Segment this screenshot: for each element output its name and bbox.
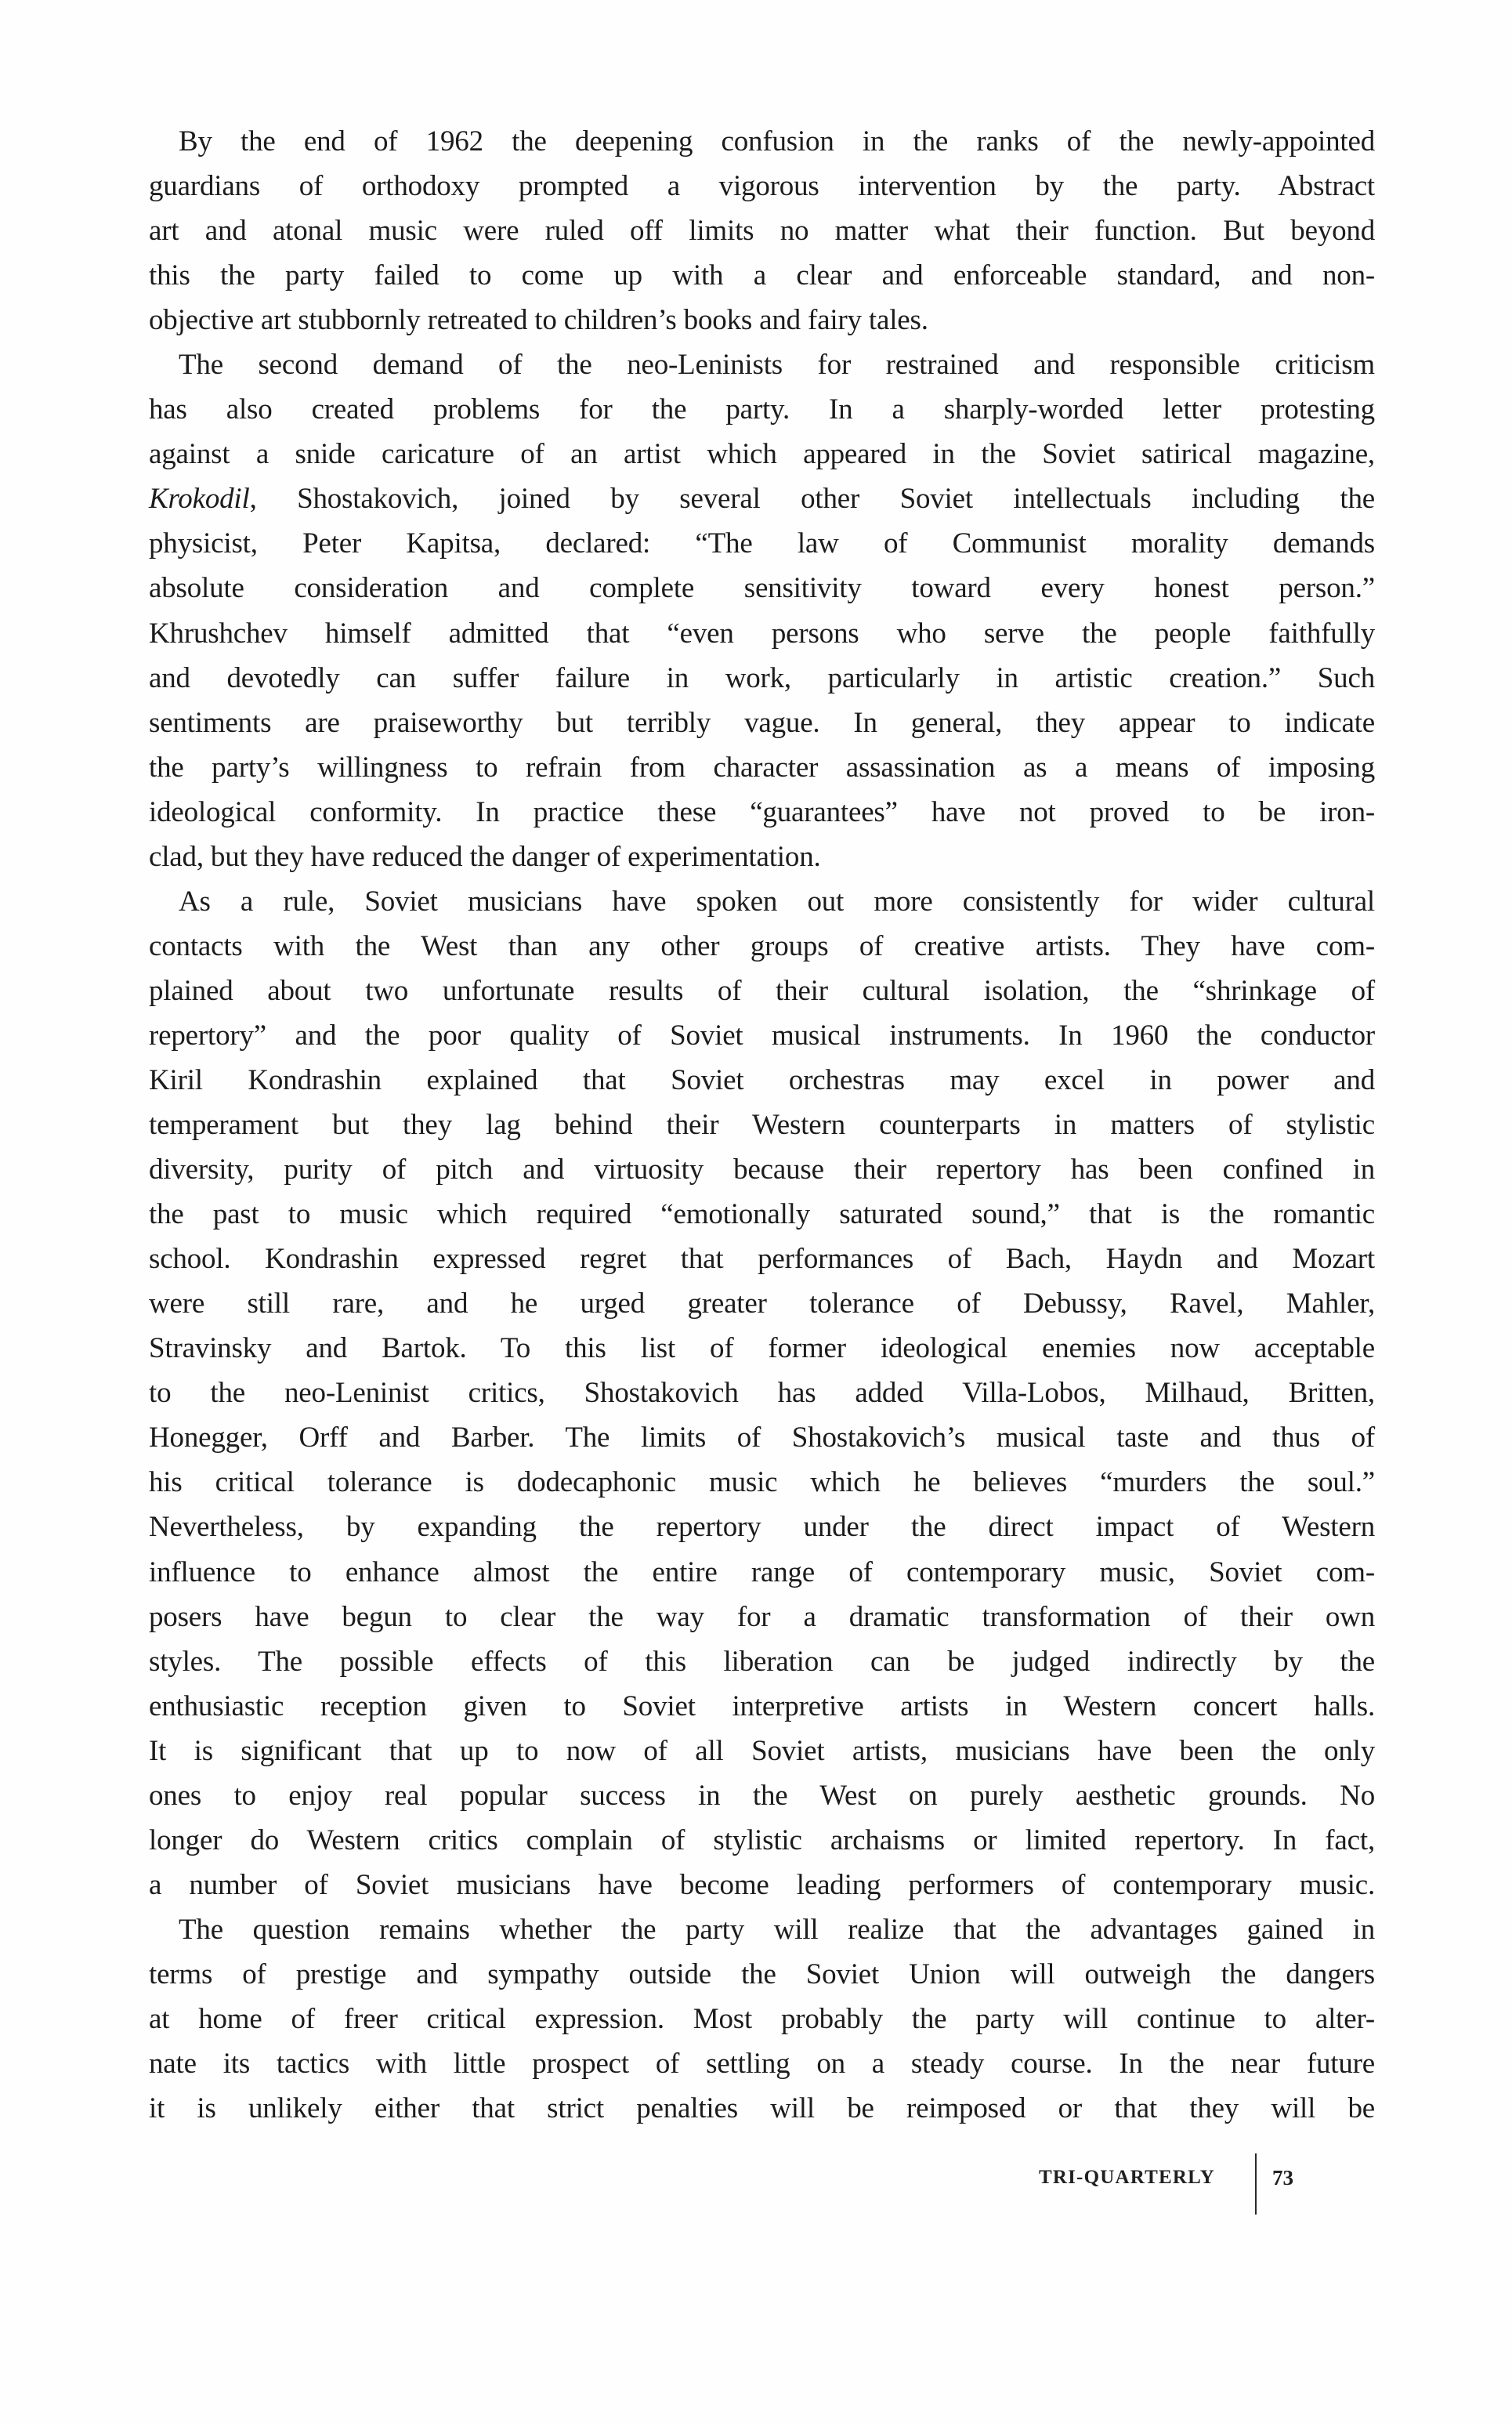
text-line: temperament but they lag behind their Western counterparts in matters of stylistic <box>149 1109 1375 1142</box>
text-line: it is unlikely either that strict penalties will be reimposed or that they will be <box>149 2092 1375 2125</box>
page-number: 73 <box>1272 2166 1293 2189</box>
text-line: Honegger, Orff and Barber. The limits of Shostakovich’s musical taste and thus of <box>149 1422 1375 1454</box>
text-line: diversity, purity of pitch and virtuosity because their repertory has been confined in <box>149 1154 1375 1186</box>
text-line: school. Kondrashin expressed regret that performances of Bach, Haydn and Mozart <box>149 1243 1375 1276</box>
paragraph-3 <box>149 879 1375 1907</box>
text-line: Khrushchev himself admitted that “even persons who serve the people faithfully <box>149 617 1375 650</box>
text-line: ideological conformity. In practice these “guarantees” have not proved to be iron- <box>149 795 1375 828</box>
magazine-title-italic: Krokodil <box>149 483 250 516</box>
text-line: guardians of orthodoxy prompted a vigorous intervention by the party. Abstract <box>149 170 1375 203</box>
page-footer <box>1036 2153 1318 2216</box>
text-line: this the party failed to come up with a clear and enforceable standard, and non- <box>149 259 1375 292</box>
text-line: at home of freer critical expression. Most probably the party will continue to alter- <box>149 2002 1375 2035</box>
text-line: Stravinsky and Bartok. To this list of former ideological enemies now acceptable <box>149 1332 1375 1365</box>
footer-divider <box>1255 2153 1257 2215</box>
text-line: to the neo-Leninist critics, Shostakovich has added Villa-Lobos, Milhaud, Britten, <box>149 1377 1375 1410</box>
text-line: ones to enjoy real popular success in the West on purely aesthetic grounds. No <box>149 1779 1375 1812</box>
text-line: were still rare, and he urged greater tolerance of Debussy, Ravel, Mahler, <box>149 1288 1375 1320</box>
text-line: repertory” and the poor quality of Soviet musical instruments. In 1960 the conductor <box>149 1019 1375 1052</box>
text-line: and devotedly can suffer failure in work, particularly in artistic creation.” Such <box>149 661 1375 694</box>
text-line: his critical tolerance is dodecaphonic music which he believes “murders the soul.” <box>149 1466 1375 1499</box>
journal-name: TRI-QUARTERLY <box>1039 2167 1215 2188</box>
paragraph-2 <box>149 342 1375 879</box>
text-line: By the end of 1962 the deepening confusion in the ranks of the newly-appointed <box>179 125 1375 158</box>
text-line: It is significant that up to now of all Soviet artists, musicians have been the only <box>149 1734 1375 1767</box>
body-text <box>149 119 1375 2131</box>
text-line: contacts with the West than any other groups of creative artists. They have com- <box>149 929 1375 962</box>
text-line: plained about two unfortunate results of their cultural isolation, the “shrinkage of <box>149 974 1375 1007</box>
text-line: influence to enhance almost the entire range of contemporary music, Soviet com- <box>149 1556 1375 1588</box>
text-line: art and atonal music were ruled off limits no matter what their function. But beyond <box>149 215 1375 248</box>
text-line: nate its tactics with little prospect of settling on a steady course. In the near future <box>149 2048 1375 2081</box>
text-line: the party’s willingness to refrain from character assassination as a means of imposing <box>149 751 1375 784</box>
text-line: longer do Western critics complain of stylistic archaisms or limited repertory. In fact, <box>149 1824 1375 1856</box>
text-line: terms of prestige and sympathy outside the Soviet Union will outweigh the dangers <box>149 1958 1375 1990</box>
text-line: has also created problems for the party. In a sharply-worded letter protesting <box>149 393 1375 426</box>
text-line: sentiments are praiseworthy but terribly vague. In general, they appear to indicate <box>149 706 1375 739</box>
paragraph-4 <box>149 1907 1375 2131</box>
text-segment: , Shostakovich, joined by several other Soviet intellectuals including the <box>249 483 1375 516</box>
text-line: The second demand of the neo-Leninists for restrained and responsible criticism <box>179 349 1375 382</box>
paragraph-1 <box>149 119 1375 342</box>
text-line: Nevertheless, by expanding the repertory under the direct impact of Western <box>149 1511 1375 1544</box>
text-line: The question remains whether the party will realize that the advantages gained in <box>179 1913 1375 1946</box>
text-line: absolute consideration and complete sensitivity toward every honest person.” <box>149 572 1375 605</box>
text-line: styles. The possible effects of this liberation can be judged indirectly by the <box>149 1645 1375 1678</box>
text-line: physicist, Peter Kapitsa, declared: “The law of Communist morality demands <box>149 527 1375 560</box>
text-line: objective art stubbornly retreated to children’s books and fairy tales. <box>149 304 928 337</box>
text-line: enthusiastic reception given to Soviet interpretive artists in Western concert halls. <box>149 1690 1375 1722</box>
text-line: a number of Soviet musicians have become leading performers of contemporary music. <box>149 1868 1375 1901</box>
text-line: posers have begun to clear the way for a dramatic transformation of their own <box>149 1600 1375 1633</box>
text-line: clad, but they have reduced the danger of experimentation. <box>149 840 821 873</box>
text-line: the past to music which required “emotionally saturated sound,” that is the romantic <box>149 1198 1375 1231</box>
text-line-krokodil <box>149 476 1375 521</box>
text-line: As a rule, Soviet musicians have spoken out more consistently for wider cultural <box>179 885 1375 918</box>
text-line: against a snide caricature of an artist which appeared in the Soviet satirical magazine, <box>149 438 1375 471</box>
text-line: Kiril Kondrashin explained that Soviet orchestras may excel in power and <box>149 1063 1375 1096</box>
